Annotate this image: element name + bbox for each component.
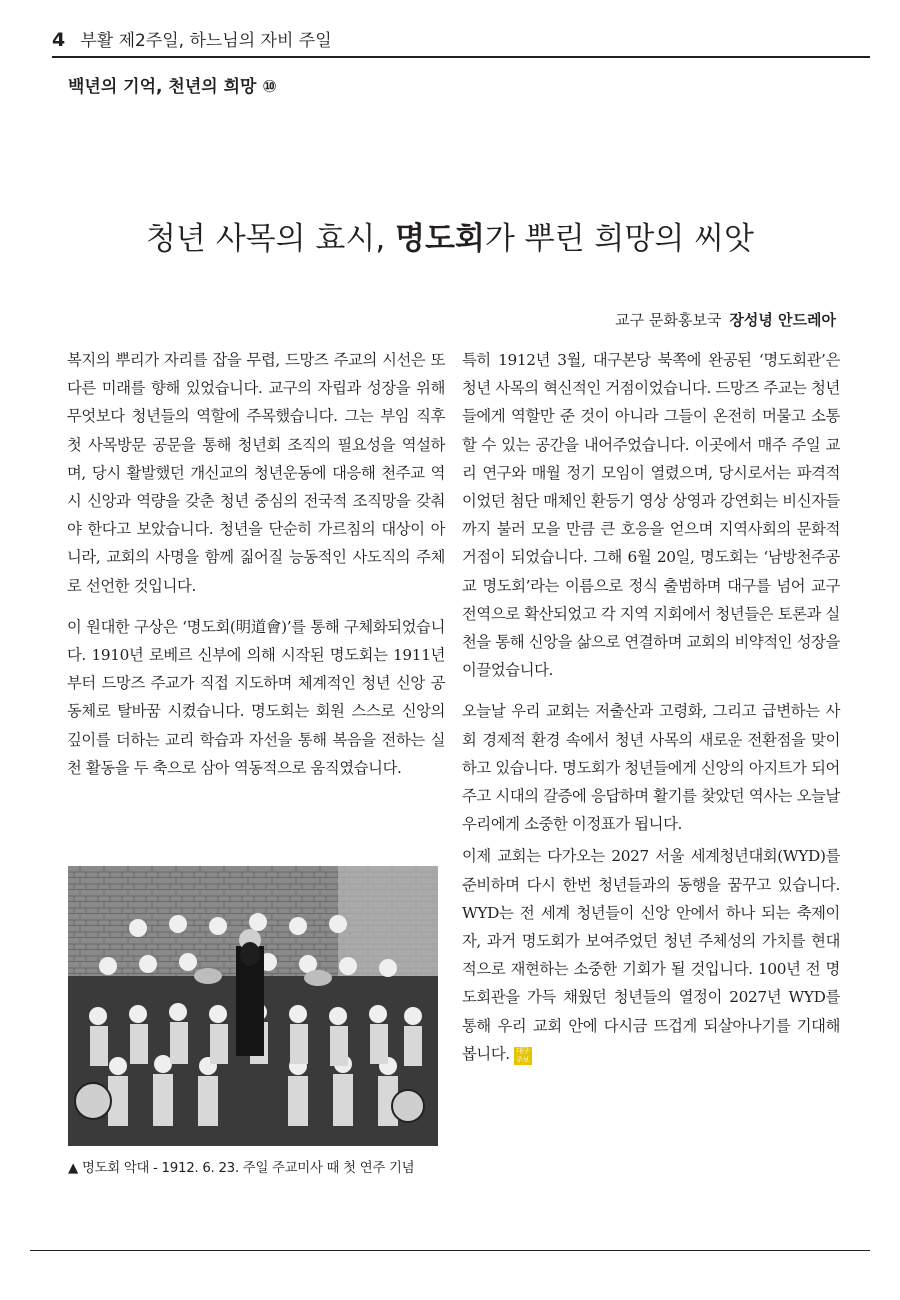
paragraph: 복지의 뿌리가 자리를 잡을 무렵, 드망즈 주교의 시선은 또 다른 미래를 향해 있었습니다. 교구의 자립과 성장을 위해 무엇보다 청년들의 역할에 주목했습니다. 그는 부임 직후 첫 사목방문 공문을 통해 청년회 조직의 필요성을 역설하며, 당시 활발했던 개신교의 청년운동에 대응해 천주교 역시 신앙과 역량을 갖춘 청년 중심의 전국적 조직망을 갖춰야 한다고 보았습니다. 청년을 단순히 가르침의 대상이 아니라, 교회의 사명을 함께 짊어질 능동적인 사도직의 주체로 선언한 것입니다.	[67, 351, 445, 595]
footer-rule	[30, 1250, 870, 1251]
article-headline	[0, 213, 900, 258]
byline	[615, 309, 836, 330]
paragraph: 오늘날 우리 교회는 저출산과 고령화, 그리고 급변하는 사회 경제적 환경 속에서 청년 사목의 새로운 전환점을 맞이하고 있습니다. 명도회가 청년들에게 신앙의 아지트가 되어주고 시대의 갈증에 응답하며 활기를 찾았던 역사는 오늘날 우리에게 소중한 이정표가 됩니다.	[462, 702, 840, 834]
paragraph: 특히 1912년 3월, 대구본당 북쪽에 완공된 ‘명도회관’은 청년 사목의 혁신적인 거점이었습니다. 드망즈 주교는 청년들에게 역할만 준 것이 아니라 그들이 온전히 머물고 소통할 수 있는 공간을 내어주었습니다. 이곳에서 매주 주일 교리 연구와 매월 정기 모임이 열렸으며, 당시로서는 파격적이었던 첨단 매체인 환등기 영상 상영과 강연회는 비신자들까지 불러 모을 만큼 큰 호응을 얻으며 지역사회의 문화적 거점이 되었습니다. 그해 6월 20일, 명도회는 ‘남방천주공교 명도회’라는 이름으로 정식 출범하며 대구를 넘어 교구 전역으로 확산되었고 각 지역 지회에서 청년들은 토론과 실천을 통해 신앙을 삶으로 연결하며 교회의 비약적인 성장을 이끌었습니다.	[462, 351, 840, 680]
headline-emphasis: 명도회	[395, 220, 485, 257]
left-column	[67, 346, 445, 795]
paragraph: 이 원대한 구상은 ‘명도회(明道會)’를 통해 구체화되었습니다. 1910년 로베르 신부에 의해 시작된 명도회는 1911년부터 드망즈 주교가 직접 지도하며 체계적인 청년 신앙 공동체로 탈바꿈 시켰습니다. 명도회는 회원 스스로 신앙의 깊이를 더하는 교리 학습과 자선을 통해 복음을 전하는 실천 활동을 두 축으로 삼아 역동적으로 움직였습니다.	[67, 617, 445, 777]
headline-part-1: 청년 사목의 효시,	[145, 220, 396, 257]
right-column	[462, 346, 840, 1081]
page-header	[52, 26, 870, 58]
byline-department: 교구 문화홍보국	[615, 311, 722, 329]
historical-band-photo	[68, 866, 438, 1146]
issue-title: 부활 제2주일, 하느님의 자비 주일	[80, 31, 332, 51]
paragraph-text: 이제 교회는 다가오는 2027 서울 세계청년대회(WYD)를 준비하며 다시 한번 청년들과의 동행을 꿈꾸고 있습니다. WYD는 전 세계 청년들이 신앙 안에서 하나 되는 축제이자, 과거 명도회가 보여주었던 청년 주체성의 가치를 현대적으로 재현하는 소중한 기회가 될 것입니다. 100년 전 명도회관을 가득 채웠던 청년들의 열정이 2027년 WYD를 통해 우리 교회 안에 다시금 뜨겁게 되살아나기를 기대해 봅니다.	[462, 847, 840, 1063]
headline-part-2: 가 뿌린 희망의 씨앗	[484, 220, 755, 257]
end-mark-icon: 대구 주보	[514, 1047, 532, 1065]
series-title: 백년의 기억, 천년의 희망 ⑩	[68, 77, 277, 97]
photo-illustration	[68, 866, 438, 1146]
page-number: 4	[52, 29, 66, 51]
photo-caption: ▲ 명도회 악대 - 1912. 6. 23. 주일 주교미사 때 첫 연주 기념	[68, 1161, 415, 1176]
paragraph	[462, 842, 840, 1068]
byline-author: 장성녕 안드레아	[729, 311, 836, 329]
